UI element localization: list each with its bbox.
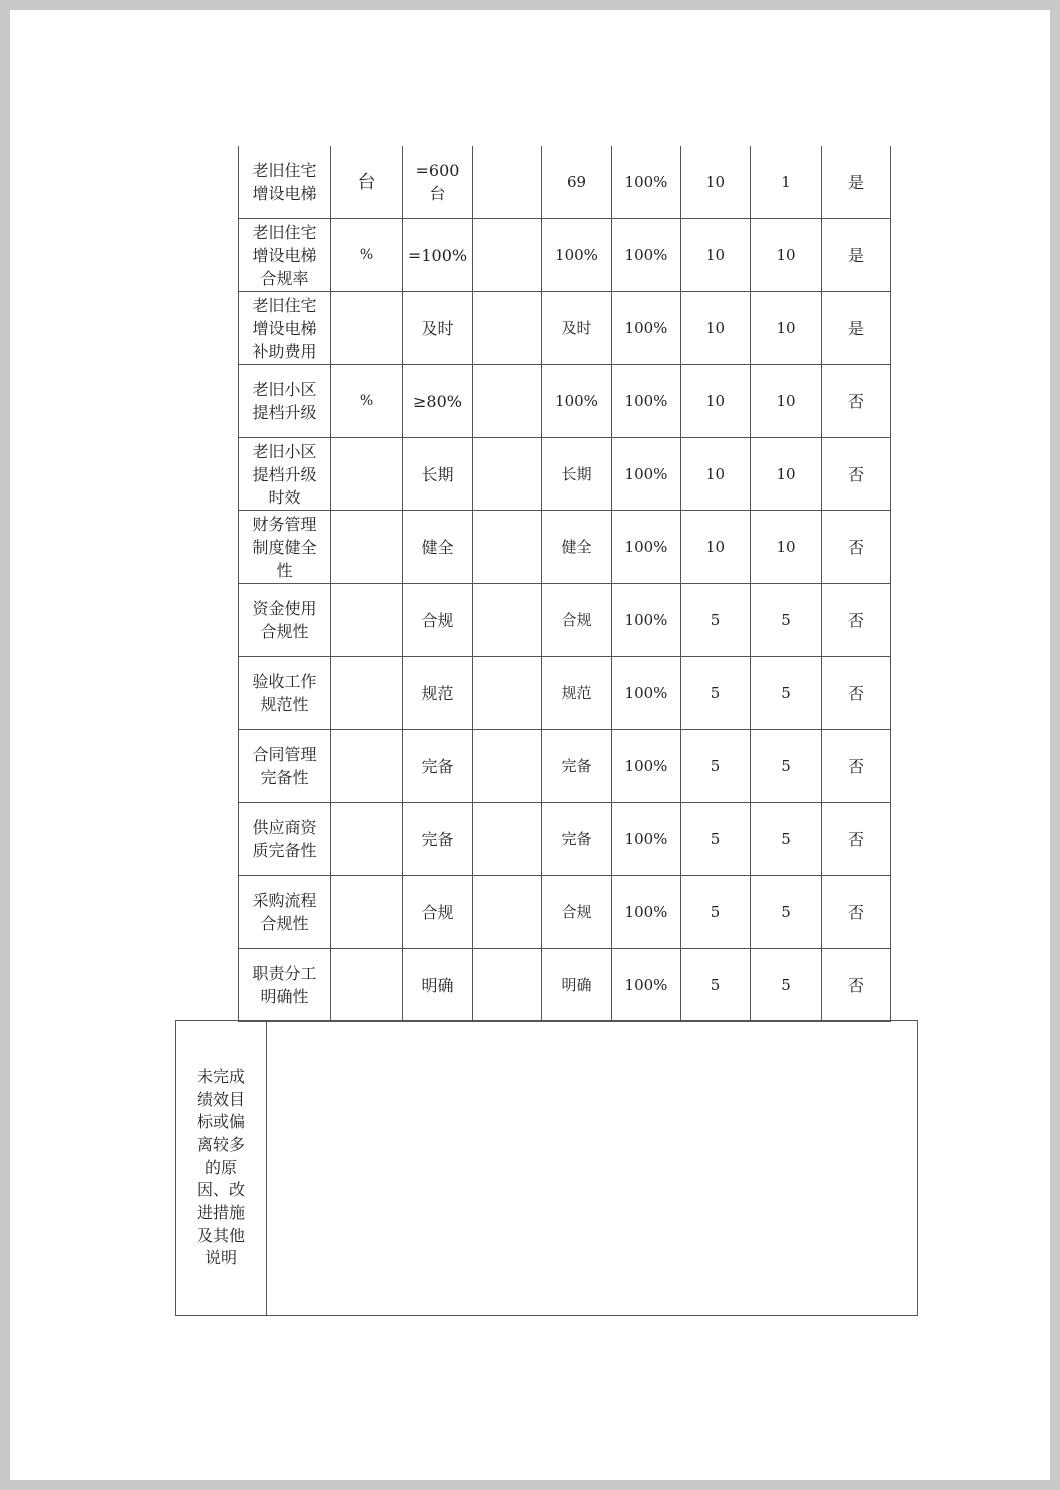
empty-cell	[473, 803, 542, 876]
flag-cell: 否	[822, 438, 891, 511]
unit-cell: %	[331, 365, 403, 438]
completion-rate-cell: 100%	[612, 219, 681, 292]
table-row	[239, 146, 891, 219]
actual-value-cell: 69	[542, 146, 612, 219]
weight-cell: 10	[681, 365, 751, 438]
actual-value-cell: 完备	[542, 730, 612, 803]
actual-value-cell: 及时	[542, 292, 612, 365]
actual-value-cell: 100%	[542, 219, 612, 292]
flag-cell: 否	[822, 803, 891, 876]
remarks-label: 未完成绩效目标或偏离较多的原因、改进措施及其他说明	[176, 1021, 267, 1316]
unit-cell	[331, 438, 403, 511]
score-cell: 10	[751, 365, 822, 438]
indicator-name-cell: 职责分工 明确性	[239, 949, 331, 1022]
flag-cell: 否	[822, 511, 891, 584]
score-cell: 10	[751, 511, 822, 584]
empty-cell	[473, 730, 542, 803]
empty-cell	[473, 292, 542, 365]
actual-value-cell: 明确	[542, 949, 612, 1022]
table-row	[239, 803, 891, 876]
weight-cell: 5	[681, 949, 751, 1022]
flag-cell: 是	[822, 146, 891, 219]
empty-cell	[473, 511, 542, 584]
completion-rate-cell: 100%	[612, 365, 681, 438]
empty-cell	[473, 584, 542, 657]
completion-rate-cell: 100%	[612, 657, 681, 730]
document-page	[10, 10, 1050, 1480]
unit-cell	[331, 876, 403, 949]
indicator-name-cell: 老旧小区 提档升级	[239, 365, 331, 438]
indicator-name-cell: 验收工作 规范性	[239, 657, 331, 730]
target-value-cell: 规范	[403, 657, 473, 730]
remarks-content	[267, 1021, 918, 1316]
score-cell: 5	[751, 584, 822, 657]
score-cell: 5	[751, 876, 822, 949]
indicator-name-cell: 老旧住宅 增设电梯	[239, 146, 331, 219]
weight-cell: 5	[681, 730, 751, 803]
completion-rate-cell: 100%	[612, 292, 681, 365]
flag-cell: 是	[822, 292, 891, 365]
table-row	[239, 365, 891, 438]
performance-indicator-table	[238, 146, 891, 1022]
actual-value-cell: 100%	[542, 365, 612, 438]
table-row	[239, 511, 891, 584]
target-value-cell: 合规	[403, 876, 473, 949]
flag-cell: 否	[822, 876, 891, 949]
remarks-table	[175, 1020, 918, 1316]
indicator-name-cell: 老旧小区 提档升级 时效	[239, 438, 331, 511]
indicator-name-cell: 合同管理 完备性	[239, 730, 331, 803]
weight-cell: 10	[681, 438, 751, 511]
empty-cell	[473, 949, 542, 1022]
score-cell: 10	[751, 219, 822, 292]
flag-cell: 否	[822, 730, 891, 803]
table-row	[239, 584, 891, 657]
flag-cell: 否	[822, 584, 891, 657]
remarks-row	[176, 1021, 918, 1316]
completion-rate-cell: 100%	[612, 146, 681, 219]
weight-cell: 5	[681, 657, 751, 730]
indicator-name-cell: 采购流程 合规性	[239, 876, 331, 949]
table-row	[239, 219, 891, 292]
target-value-cell: 完备	[403, 730, 473, 803]
indicator-name-cell: 财务管理 制度健全 性	[239, 511, 331, 584]
unit-cell	[331, 292, 403, 365]
score-cell: 5	[751, 657, 822, 730]
actual-value-cell: 长期	[542, 438, 612, 511]
table-row	[239, 730, 891, 803]
score-cell: 5	[751, 949, 822, 1022]
weight-cell: 10	[681, 292, 751, 365]
indicator-name-cell: 老旧住宅 增设电梯 补助费用	[239, 292, 331, 365]
table-row	[239, 657, 891, 730]
target-value-cell: =100%	[403, 219, 473, 292]
actual-value-cell: 合规	[542, 584, 612, 657]
score-cell: 10	[751, 438, 822, 511]
target-value-cell: 健全	[403, 511, 473, 584]
score-cell: 10	[751, 292, 822, 365]
table-row	[239, 876, 891, 949]
unit-cell	[331, 803, 403, 876]
completion-rate-cell: 100%	[612, 876, 681, 949]
empty-cell	[473, 146, 542, 219]
weight-cell: 5	[681, 584, 751, 657]
score-cell: 5	[751, 803, 822, 876]
unit-cell: %	[331, 219, 403, 292]
actual-value-cell: 健全	[542, 511, 612, 584]
score-cell: 5	[751, 730, 822, 803]
completion-rate-cell: 100%	[612, 803, 681, 876]
empty-cell	[473, 219, 542, 292]
actual-value-cell: 规范	[542, 657, 612, 730]
unit-cell	[331, 730, 403, 803]
score-cell: 1	[751, 146, 822, 219]
weight-cell: 5	[681, 803, 751, 876]
empty-cell	[473, 365, 542, 438]
unit-cell	[331, 657, 403, 730]
target-value-cell: ≥80%	[403, 365, 473, 438]
unit-cell	[331, 949, 403, 1022]
empty-cell	[473, 438, 542, 511]
indicator-name-cell: 资金使用 合规性	[239, 584, 331, 657]
unit-cell: 台	[331, 146, 403, 219]
actual-value-cell: 合规	[542, 876, 612, 949]
completion-rate-cell: 100%	[612, 730, 681, 803]
target-value-cell: 明确	[403, 949, 473, 1022]
table-row	[239, 438, 891, 511]
indicator-name-cell: 老旧住宅 增设电梯 合规率	[239, 219, 331, 292]
weight-cell: 10	[681, 146, 751, 219]
empty-cell	[473, 876, 542, 949]
flag-cell: 是	[822, 219, 891, 292]
completion-rate-cell: 100%	[612, 438, 681, 511]
flag-cell: 否	[822, 365, 891, 438]
flag-cell: 否	[822, 657, 891, 730]
actual-value-cell: 完备	[542, 803, 612, 876]
unit-cell	[331, 511, 403, 584]
indicator-name-cell: 供应商资 质完备性	[239, 803, 331, 876]
target-value-cell: 及时	[403, 292, 473, 365]
completion-rate-cell: 100%	[612, 511, 681, 584]
table-row	[239, 949, 891, 1022]
target-value-cell: 完备	[403, 803, 473, 876]
empty-cell	[473, 657, 542, 730]
table-row	[239, 292, 891, 365]
weight-cell: 10	[681, 219, 751, 292]
completion-rate-cell: 100%	[612, 949, 681, 1022]
weight-cell: 5	[681, 876, 751, 949]
target-value-cell: =600 台	[403, 146, 473, 219]
weight-cell: 10	[681, 511, 751, 584]
target-value-cell: 合规	[403, 584, 473, 657]
completion-rate-cell: 100%	[612, 584, 681, 657]
unit-cell	[331, 584, 403, 657]
target-value-cell: 长期	[403, 438, 473, 511]
flag-cell: 否	[822, 949, 891, 1022]
